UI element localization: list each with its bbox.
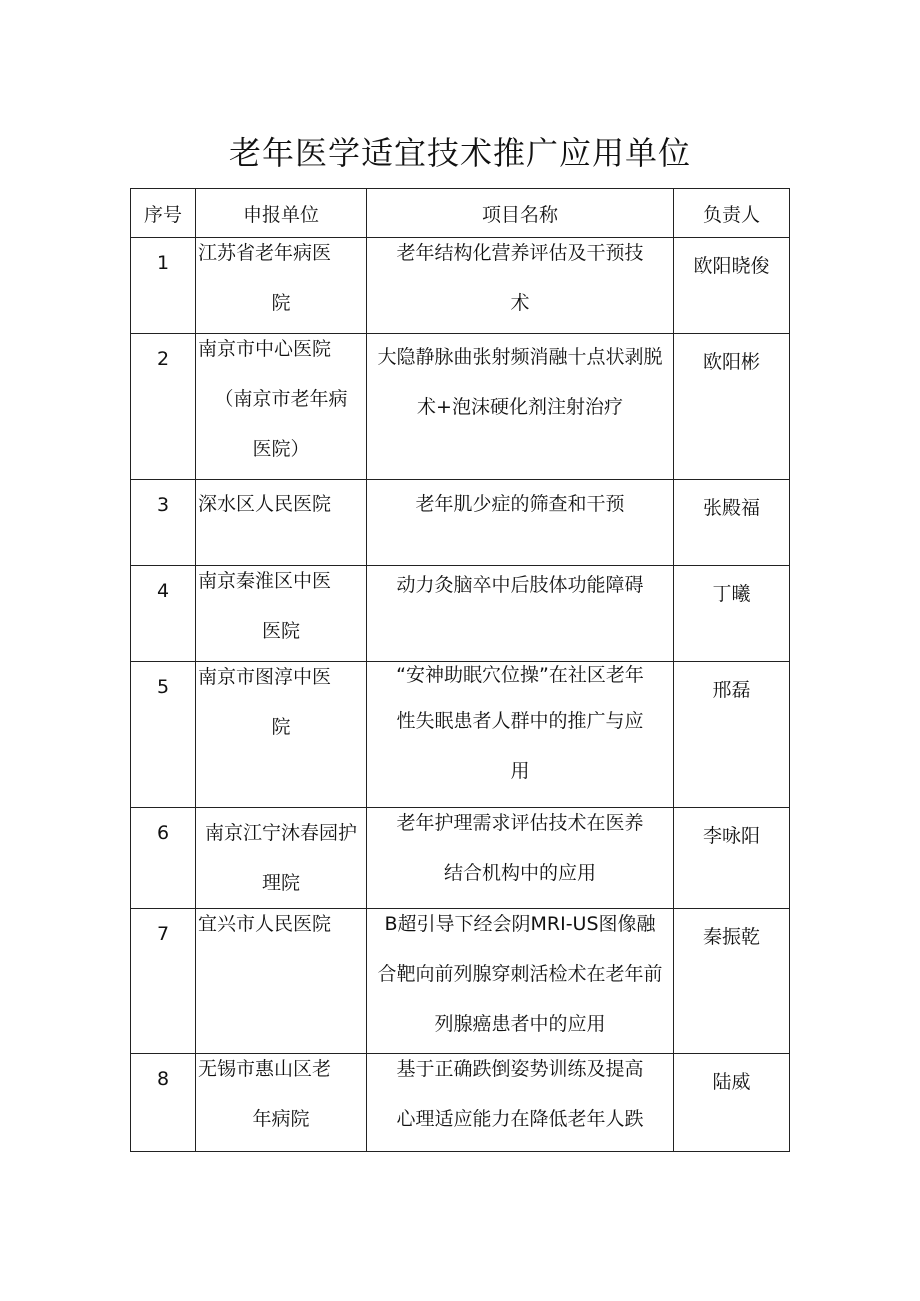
project-line: 术 xyxy=(510,292,530,314)
unit-line: 理院 xyxy=(261,872,300,894)
project-name xyxy=(367,662,674,808)
header-project: 项目名称 xyxy=(367,189,674,238)
person-in-charge: 欧阳晓俊 xyxy=(674,238,790,334)
unit-line: 宜兴市人民医院 xyxy=(198,913,332,935)
unit-line: （南京市老年病 xyxy=(214,388,348,410)
person-in-charge: 张殿福 xyxy=(674,480,790,566)
applicant-unit xyxy=(196,238,367,334)
person-in-charge: 陆威 xyxy=(674,1054,790,1152)
project-line: 术+泡沫硬化剂注射治疗 xyxy=(417,396,623,418)
project-name xyxy=(367,238,674,334)
project-line: 老年肌少症的筛查和干预 xyxy=(415,493,625,515)
unit-line: 南京市图淳中医 xyxy=(198,666,332,688)
person-in-charge: 邢磊 xyxy=(674,662,790,808)
unit-line: 无锡市惠山区老 xyxy=(198,1058,332,1080)
project-line: 基于正确跌倒姿势训练及提高 xyxy=(396,1058,644,1080)
project-line: 老年结构化营养评估及干预技 xyxy=(396,242,644,264)
project-line: 老年护理需求评估技术在医养 xyxy=(396,812,644,834)
project-line: 结合机构中的应用 xyxy=(443,862,596,884)
unit-line: 深水区人民医院 xyxy=(198,493,332,515)
units-table xyxy=(130,188,790,1152)
project-name xyxy=(367,1054,674,1152)
table-row xyxy=(131,334,790,480)
header-num: 序号 xyxy=(131,189,196,238)
project-name xyxy=(367,566,674,662)
applicant-unit xyxy=(196,480,367,566)
person-in-charge: 欧阳彬 xyxy=(674,334,790,480)
table-row xyxy=(131,909,790,1054)
header-unit: 申报单位 xyxy=(196,189,367,238)
project-name xyxy=(367,909,674,1054)
unit-line: 院 xyxy=(271,716,291,738)
project-name xyxy=(367,334,674,480)
project-line: 心理适应能力在降低老年人跌 xyxy=(396,1108,644,1130)
applicant-unit xyxy=(196,1054,367,1152)
unit-line: 南京秦淮区中医 xyxy=(198,570,332,592)
row-number: 5 xyxy=(131,662,196,808)
row-number: 3 xyxy=(131,480,196,566)
header-lead: 负责人 xyxy=(674,189,790,238)
applicant-unit xyxy=(196,334,367,480)
table-row xyxy=(131,566,790,662)
unit-line: 医院 xyxy=(261,620,300,642)
table-row xyxy=(131,238,790,334)
project-line: 用 xyxy=(510,760,530,782)
person-in-charge: 秦振乾 xyxy=(674,909,790,1054)
applicant-unit xyxy=(196,566,367,662)
row-number: 7 xyxy=(131,909,196,1054)
table-row xyxy=(131,1054,790,1152)
unit-line: 医院） xyxy=(252,438,310,460)
page-title: 老年医学适宜技术推广应用单位 xyxy=(228,134,691,172)
table-row xyxy=(131,662,790,808)
project-line: 大隐静脉曲张射频消融十点状剥脱 xyxy=(377,346,663,368)
row-number: 4 xyxy=(131,566,196,662)
table-row xyxy=(131,480,790,566)
project-line: 合靶向前列腺穿刺活检术在老年前 xyxy=(377,963,663,985)
row-number: 2 xyxy=(131,334,196,480)
row-number: 8 xyxy=(131,1054,196,1152)
project-line: 列腺癌患者中的应用 xyxy=(434,1013,606,1035)
project-name xyxy=(367,480,674,566)
project-line: “安神助眠穴位操”在社区老年 xyxy=(396,664,644,686)
project-name xyxy=(367,808,674,909)
row-number: 6 xyxy=(131,808,196,909)
unit-line: 院 xyxy=(271,292,291,314)
person-in-charge: 李咏阳 xyxy=(674,808,790,909)
table-row xyxy=(131,808,790,909)
applicant-unit xyxy=(196,662,367,808)
unit-line: 南京江宁沐春园护 xyxy=(204,822,357,844)
unit-line: 江苏省老年病医 xyxy=(198,242,332,264)
project-line: B超引导下经会阴MRI-US图像融 xyxy=(384,913,656,935)
unit-line: 年病院 xyxy=(252,1108,310,1130)
applicant-unit xyxy=(196,808,367,909)
row-number: 1 xyxy=(131,238,196,334)
applicant-unit xyxy=(196,909,367,1054)
person-in-charge: 丁曦 xyxy=(674,566,790,662)
project-line: 性失眠患者人群中的推广与应 xyxy=(396,710,644,732)
unit-line: 南京市中心医院 xyxy=(198,338,332,360)
project-line: 动力灸脑卒中后肢体功能障碍 xyxy=(396,574,644,596)
